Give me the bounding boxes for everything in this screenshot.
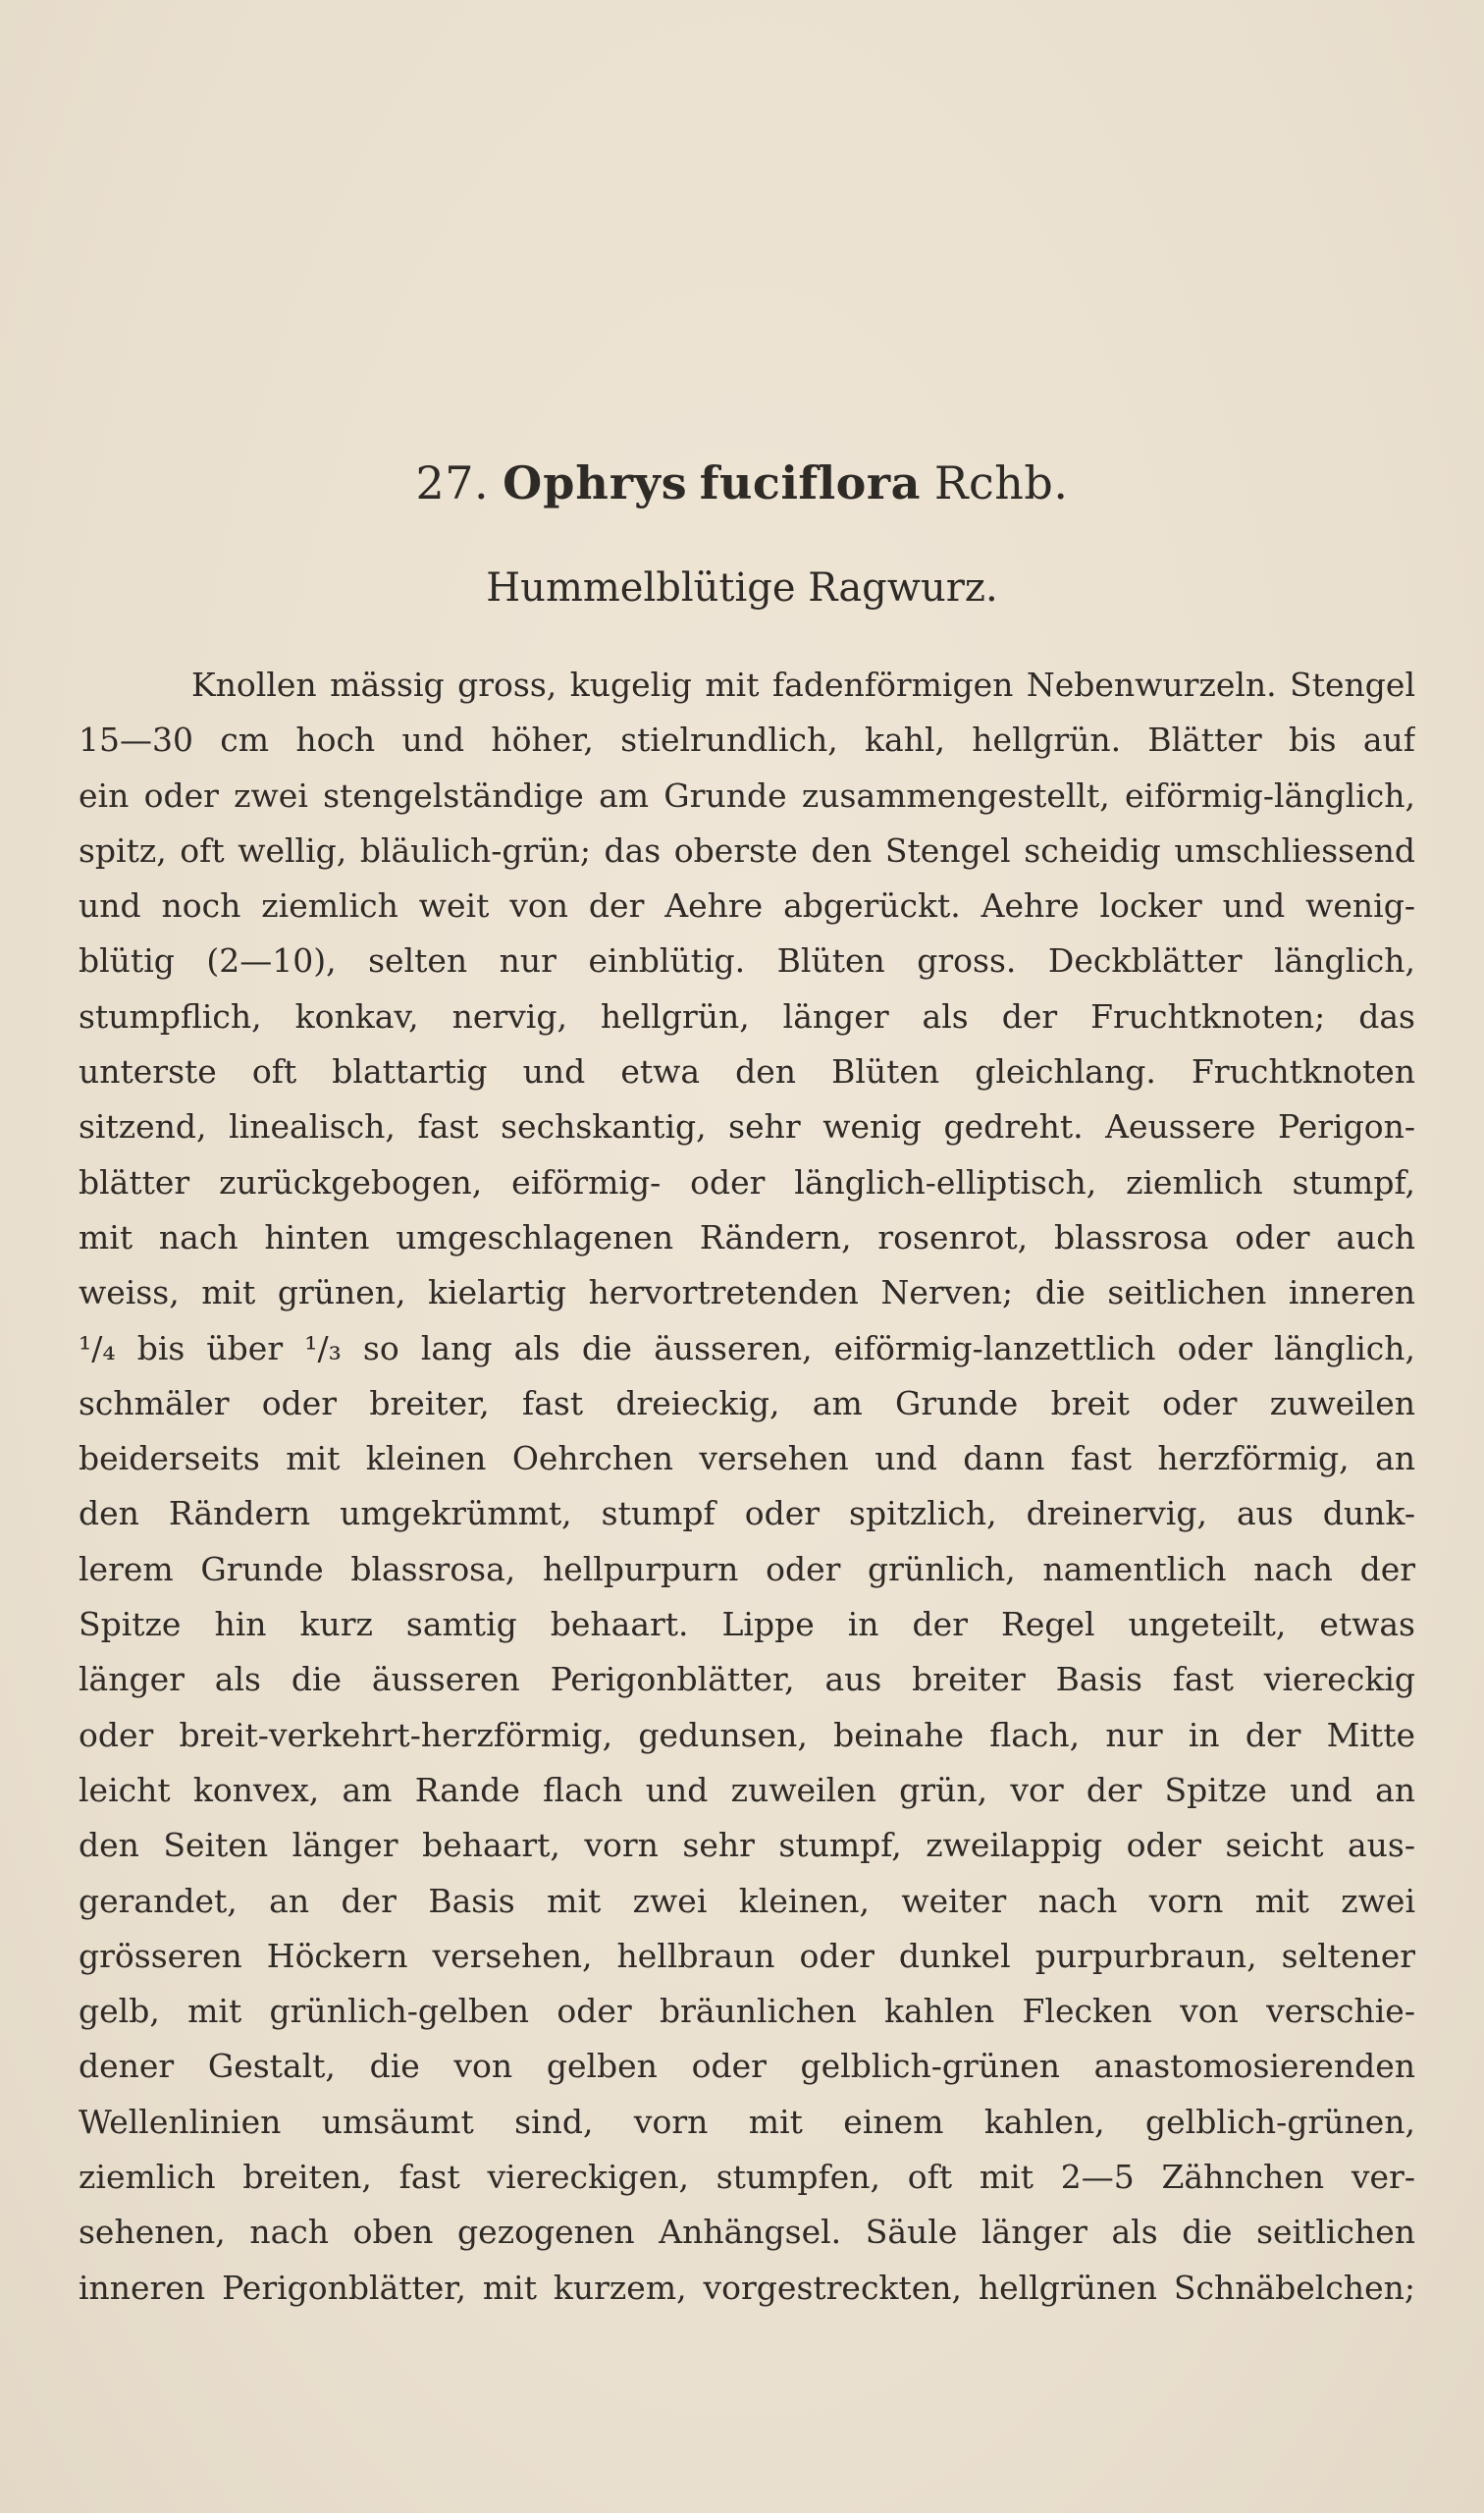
text-line: schmäler oder breiter, fast dreieckig, am Grunde breit oder zuweilen	[79, 1383, 1415, 1422]
text-line: sitzend, linealisch, fast sechskantig, sehr wenig gedreht. Aeussere Perigon-	[79, 1107, 1415, 1147]
text-line: Wellenlinien umsäumt sind, vorn mit einem kahlen, gelblich-grünen,	[79, 2102, 1415, 2141]
text-line: ein oder zwei stengelständige am Grunde zusammengestellt, eiförmig-länglich,	[79, 775, 1415, 815]
author-abbreviation: Rchb.	[933, 456, 1069, 509]
text-line: oder breit-verkehrt-herzförmig, gedunsen, beinahe flach, nur in der Mitte	[79, 1715, 1415, 1754]
text-line: inneren Perigonblätter, mit kurzem, vorgestreckten, hellgrünen Schnäbelchen;	[79, 2268, 1415, 2307]
text-line: blütig (2—10), selten nur einblütig. Blüten gross. Deckblätter länglich,	[79, 941, 1415, 981]
text-line: blätter zurückgebogen, eiförmig- oder länglich-elliptisch, ziemlich stumpf,	[79, 1162, 1415, 1202]
text-line: gelb, mit grünlich-gelben oder bräunlichen kahlen Flecken von verschie-	[79, 1992, 1415, 2031]
text-line: beiderseits mit kleinen Oehrchen versehen und dann fast herzförmig, an	[79, 1439, 1415, 1478]
text-line: spitz, oft wellig, bläulich-grün; das oberste den Stengel scheidig umschliessend	[79, 830, 1415, 870]
genus-name: Ophrys	[503, 456, 688, 509]
text-line: ziemlich breiten, fast viereckigen, stumpfen, oft mit 2—5 Zähnchen ver-	[79, 2158, 1415, 2197]
text-line: gerandet, an der Basis mit zwei kleinen, weiter nach vorn mit zwei	[79, 1881, 1415, 1920]
text-line: stumpflich, konkav, nervig, hellgrün, länger als der Fruchtknoten; das	[79, 996, 1415, 1036]
text-line: ¹/₄ bis über ¹/₃ so lang als die äusseren, eiförmig-lanzettlich oder länglich,	[79, 1328, 1415, 1367]
text-line: grösseren Höckern versehen, hellbraun oder dunkel purpurbraun, seltener	[79, 1936, 1415, 1975]
text-line: lerem Grunde blassrosa, hellpurpurn oder grünlich, namentlich nach der	[79, 1549, 1415, 1588]
species-heading	[0, 454, 1484, 512]
text-line: 15—30 cm hoch und höher, stielrundlich, kahl, hellgrün. Blätter bis auf	[79, 721, 1415, 760]
text-line: sehenen, nach oben gezogenen Anhängsel. Säule länger als die seitlichen	[79, 2213, 1415, 2252]
text-line: Knollen mässig gross, kugelig mit fadenförmigen Nebenwurzeln. Stengel	[191, 666, 1415, 704]
text-line: unterste oft blattartig und etwa den Blüten gleichlang. Fruchtknoten	[79, 1052, 1415, 1092]
text-line: den Rändern umgekrümmt, stumpf oder spitzlich, dreinervig, aus dunk-	[79, 1494, 1415, 1533]
species-epithet: fuciflora	[699, 456, 921, 509]
text-line: leicht konvex, am Rande flach und zuweilen grün, vor der Spitze und an	[79, 1770, 1415, 1809]
text-line: Spitze hin kurz samtig behaart. Lippe in der Regel ungeteilt, etwas	[79, 1605, 1415, 1644]
common-name: Hummelblütige Ragwurz.	[486, 565, 998, 611]
text-line: mit nach hinten umgeschlagenen Rändern, rosenrot, blassrosa oder auch	[79, 1217, 1415, 1256]
text-line: weiss, mit grünen, kielartig hervortretenden Nerven; die seitlichen inneren	[79, 1273, 1415, 1312]
text-line: länger als die äusseren Perigonblätter, aus breiter Basis fast viereckig	[79, 1660, 1415, 1699]
text-line: und noch ziemlich weit von der Aehre abgerückt. Aehre locker und wenig-	[79, 886, 1415, 926]
species-number: 27.	[415, 456, 490, 509]
description-paragraph	[79, 658, 1415, 2316]
text-line: dener Gestalt, die von gelben oder gelblich-grünen anastomosierenden	[79, 2047, 1415, 2086]
text-line: den Seiten länger behaart, vorn sehr stumpf, zweilappig oder seicht aus-	[79, 1826, 1415, 1865]
